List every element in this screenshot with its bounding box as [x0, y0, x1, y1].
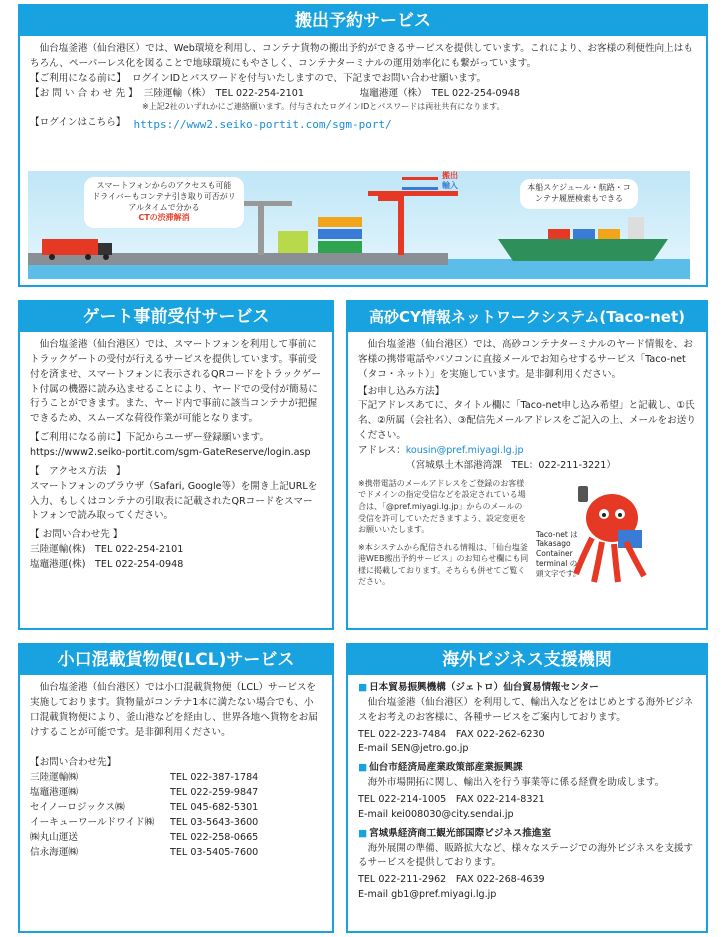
contact-note: ※上記2社のいずれかにご連絡願います。付与されたログインIDとパスワードは両社共有になります。: [142, 102, 505, 112]
org-item: [358, 681, 696, 757]
section-title: ゲート事前受付サービス: [20, 302, 332, 332]
contact-sanriku: 三陸運輸（株） TEL 022-254-2101: [143, 87, 304, 99]
org-tel: TEL 022-214-1005 FAX 022-214-8321: [358, 794, 545, 806]
section-overseas-support: [346, 643, 708, 933]
contact-tel: TEL 022-259-9847: [170, 787, 259, 799]
contact-row: [30, 801, 322, 816]
contact-row: [30, 831, 322, 846]
access-label: 【 アクセス方法 】: [30, 465, 126, 477]
org-name: ■ 日本貿易振興機構（ジェトロ）仙台貿易情報センター: [358, 681, 696, 696]
bubble-text-access: スマートフォンからのアクセスも可能: [96, 181, 232, 190]
contact-tel: TEL 045-682-5301: [170, 802, 259, 814]
section-taco-net: [346, 300, 708, 630]
before-label: 【ご利用になる前に】: [30, 72, 126, 84]
before-text: ログインIDとパスワードを付与いたしますので、下記までお問い合わせ願います。: [131, 72, 487, 84]
contact-table: [30, 771, 322, 860]
contact-shiogama: 塩竈港運(株) TEL 022-254-0948: [30, 559, 184, 571]
contact-tel: TEL 03-5405-7600: [170, 846, 259, 858]
login-label: 【ログインはこちら】: [30, 116, 126, 128]
access-text: スマートフォンのブラウザ（Safari, Google等）を開き上記URLを入力、もしくはコンテナの引取表に記載されたQRコードをスマートフォンで読み取ってください。: [30, 480, 318, 522]
org-list: [348, 675, 706, 913]
org-mail: E-mail kei008030@city.sendai.jp: [358, 808, 514, 820]
gate-reserve-link[interactable]: https://www2.seiko-portit.com/sgm-GateReserve/login.asp: [30, 447, 311, 459]
contact-row: [30, 771, 322, 786]
note-domain: ※携帯電話のメールアドレスをご登録のお客様でドメインの指定受信などを設定されている場合は、「@pref.miyagi.lg.jp」からのメールの受信を許可していただきますよう、設定変更をお願いいたします。: [358, 478, 526, 535]
contact-name: 三陸運輸㈱: [30, 772, 78, 784]
contact-name: 塩竈港運㈱: [30, 787, 78, 799]
section-lcl: [18, 643, 334, 933]
section-title: 高砂CY情報ネットワークシステム(Taco-net): [348, 302, 706, 332]
address-link[interactable]: kousin@pref.miyagi.lg.jp: [405, 445, 524, 457]
org-mail: E-mail gb1@pref.miyagi.lg.jp: [358, 889, 497, 901]
port-illustration: [28, 171, 690, 279]
contact-name: 信永海運㈱: [30, 846, 78, 858]
taco-mascot-image: [572, 478, 652, 588]
contact-tel: TEL 022-387-1784: [170, 772, 259, 784]
contact-label: 【お 問 い 合 わ せ 先 】: [30, 87, 138, 99]
org-tel: TEL 022-211-2962 FAX 022-268-4639: [358, 874, 545, 886]
org-desc: 仙台塩釜港（仙台港区）を利用して、輸出入などをはじめとする海外ビジネスをお考えのお客様に、各種サービスをご案内しております。: [358, 696, 694, 723]
arrow-legend: [442, 171, 458, 191]
section-intro: 仙台塩釜港（仙台港区）では、スマートフォンを利用して事前にトラックゲートの受付が行えるサービスを提供しています。事前受付を済ませ、スマートフォンに表示されるQRコードをトラックゲート付属の機器に読み込ませることにより、ヤードでの受付が簡易に行うことができます。また、ヤード内で事前に該当コンテナが把握できるため、スムーズな荷役作業が可能となります。: [30, 339, 321, 425]
org-desc: 海外市場開拓に関し、輸出入を行う事業等に係る経費を助成します。: [367, 777, 665, 789]
org-item: [358, 827, 696, 903]
legend-out: 搬出: [442, 171, 458, 180]
section-intro: 仙台塩釜港（仙台港区）では、Web環境を利用し、コンテナ貨物の搬出予約ができるサービスを提供しています。これにより、お客様の利便性向上はもちろん、ペーパーレス化を図ることで地球環境にもやさしく、コンテナターミナルの運用効率化にも繋がっています。: [30, 43, 693, 69]
section-departure-reservation: [18, 4, 708, 287]
contact-name: セイノーロジックス㈱: [30, 802, 125, 814]
contact-shiogama: 塩竈港運（株） TEL 022-254-0948: [359, 87, 520, 99]
contact-row: [30, 816, 322, 831]
contact-tel: TEL 022-258-0665: [170, 831, 259, 843]
org-mail: E-mail SEN@jetro.go.jp: [358, 743, 469, 755]
bubble-smartphone: [84, 177, 244, 228]
contact-row: [30, 786, 322, 801]
contact-label: 【お問い合わせ先】: [30, 757, 117, 769]
apply-text: 下記アドレスあてに、タイトル欄に「Taco-net申し込み希望」と記載し、①氏名、②所属（会社名）、③配信先メールアドレスをご記入の上、メールをお送りください。: [358, 400, 696, 442]
org-name: ■ 宮城県経済商工観光部国際ビジネス推進室: [358, 827, 696, 842]
contact-tel: TEL 03-5643-3600: [170, 816, 259, 828]
before-text: 【ご利用になる前に】下記からユーザー登録願います。: [30, 432, 270, 444]
org-desc: 海外展開の準備、販路拡大など、様々なステージでの海外ビジネスを支援するサービスを提供しております。: [358, 842, 694, 869]
section-title: 搬出予約サービス: [20, 6, 706, 36]
note-web: ※本システムから配信される情報は、「仙台塩釜港WEB搬出予約サービス」のお知らせ欄にも同様に掲載しております。そちらも併せてご覧ください。: [358, 542, 529, 587]
section-title: 海外ビジネス支援機関: [348, 645, 706, 675]
contact-name: イーキューワールドワイド㈱: [30, 816, 155, 828]
login-link[interactable]: https://www2.seiko-portit.com/sgm-port/: [133, 117, 392, 131]
legend-in: 輸入: [442, 181, 458, 190]
contact-row: [30, 846, 322, 861]
section-intro: 仙台塩釜港（仙台港区）では、高砂コンテナターミナルのヤード情報を、お客様の携帯電話やパソコンに直接メールでお知らせするサービス「Taco-net（タコ・ネット）」を実施しています。是非御利用ください。: [358, 339, 693, 380]
address-label: アドレス：: [358, 445, 406, 457]
bubble-schedule: 本船スケジュール・航路・コンテナ履歴検索もできる: [520, 179, 638, 209]
org-tel: TEL 022-223-7484 FAX 022-262-6230: [358, 728, 545, 740]
apply-label: 【お申し込み方法】: [358, 385, 445, 397]
section-gate-reservation: [18, 300, 334, 630]
contact-label: 【 お問い合わせ先 】: [30, 529, 123, 541]
org-item: [358, 761, 696, 822]
contact-sanriku: 三陸運輸(株) TEL 022-254-2101: [30, 544, 184, 556]
contact-name: ㈱丸山運送: [30, 831, 78, 843]
section-title: 小口混載貨物便(LCL)サービス: [20, 645, 332, 675]
section-intro: 仙台塩釜港（仙台港区）では小口混載貨物便（LCL）サービスを実施しております。貨物量がコンテナ1本に満たない場合でも、小口混載貨物便により、釜山港などを経由し、世界各地へ貨物をお届けすることが可能です。是非御利用ください。: [30, 682, 318, 738]
org-name: ■ 仙台市経済局産業政策部産業振興課: [358, 761, 696, 776]
bubble-text-congestion: CTの渋滞解消: [138, 213, 190, 223]
mascot-caption: Taco-net は Takasago Container terminal の頭文字です。: [536, 529, 581, 578]
bubble-text-driver: ドライバーもコンテナ引き取り可否がリアルタイムで分かる: [92, 191, 236, 212]
dept-text: （宮城県土木部港湾課 TEL：022-211-3221）: [406, 459, 616, 471]
